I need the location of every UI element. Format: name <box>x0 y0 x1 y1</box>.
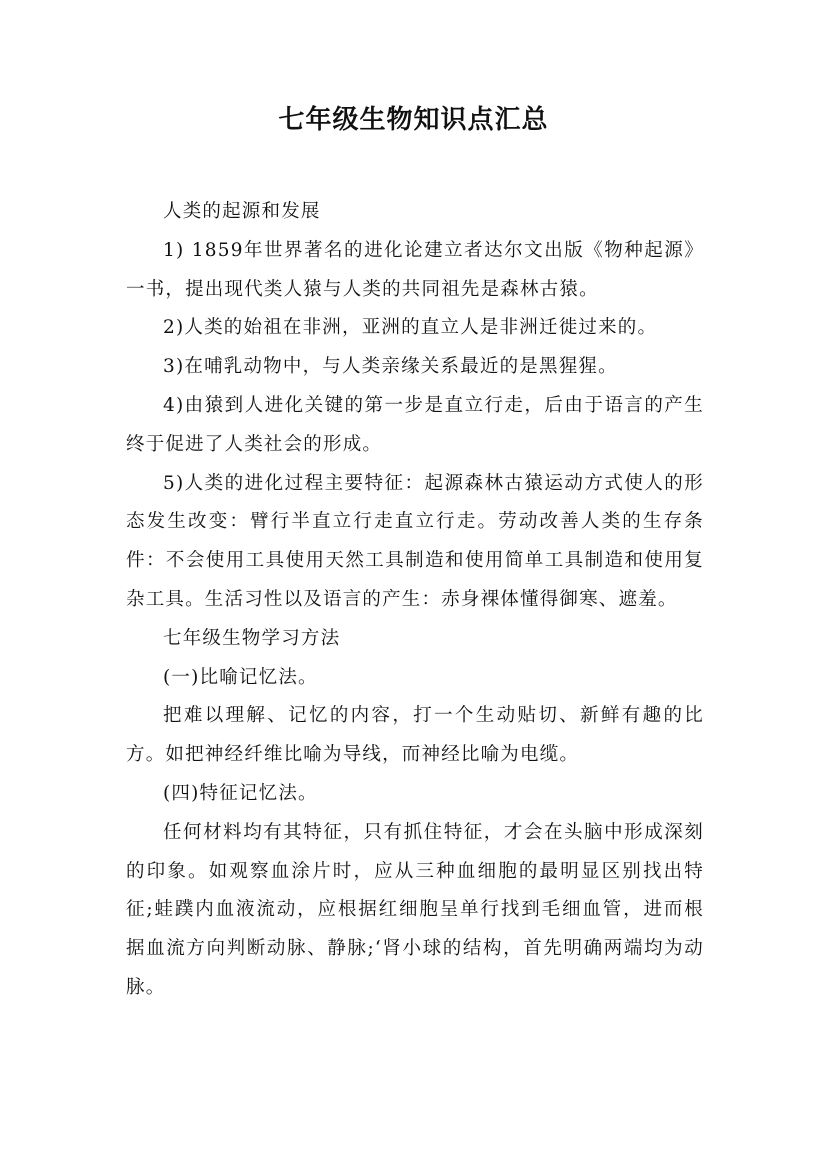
paragraph-metaphor: 把难以理解、记忆的内容，打一个生动贴切、新鲜有趣的比方。如把神经纤维比喻为导线，而神经比喻为电缆。 <box>126 705 704 766</box>
method-heading-feature: (四)特征记忆法。 <box>163 782 318 804</box>
section-heading-methods: 七年级生物学习方法 <box>163 627 341 649</box>
document-body <box>126 193 704 1008</box>
paragraph-point-1: 1) 1859年世界著名的进化论建立者达尔文出版《物种起源》一书，提出现代类人猿与人类的共同祖先是森林古猿。 <box>126 239 704 300</box>
paragraph-point-4: 4)由猿到人进化关键的第一步是直立行走，后由于语言的产生终于促进了人类社会的形成。 <box>126 394 704 455</box>
method-heading-metaphor: (一)比喻记忆法。 <box>163 666 318 688</box>
paragraph-point-2: 2)人类的始祖在非洲，亚洲的直立人是非洲迁徙过来的。 <box>163 317 658 339</box>
document-title: 七年级生物知识点汇总 <box>278 105 549 135</box>
paragraph-point-3: 3)在哺乳动物中，与人类亲缘关系最近的是黑猩猩。 <box>163 356 618 378</box>
section-heading-origin: 人类的起源和发展 <box>163 201 321 222</box>
paragraph-feature: 任何材料均有其特征，只有抓住特征，才会在头脑中形成深刻的印象。如观察血涂片时，应从三种血细胞的最明显区别找出特征;蛙蹼内血液流动，应根据红细胞呈单行找到毛细血管，进而根据血流方向判断动脉、静脉;‘肾小球的结构，首先明确两端均为动脉。 <box>126 821 704 998</box>
paragraph-point-5: 5)人类的进化过程主要特征：起源森林古猿运动方式使人的形态发生改变：臂行半直立行走直立行走。劳动改善人类的生存条件：不会使用工具使用天然工具制造和使用简单工具制造和使用复杂工具。生活习性以及语言的产生：赤身裸体懂得御寒、遮羞。 <box>126 472 704 610</box>
